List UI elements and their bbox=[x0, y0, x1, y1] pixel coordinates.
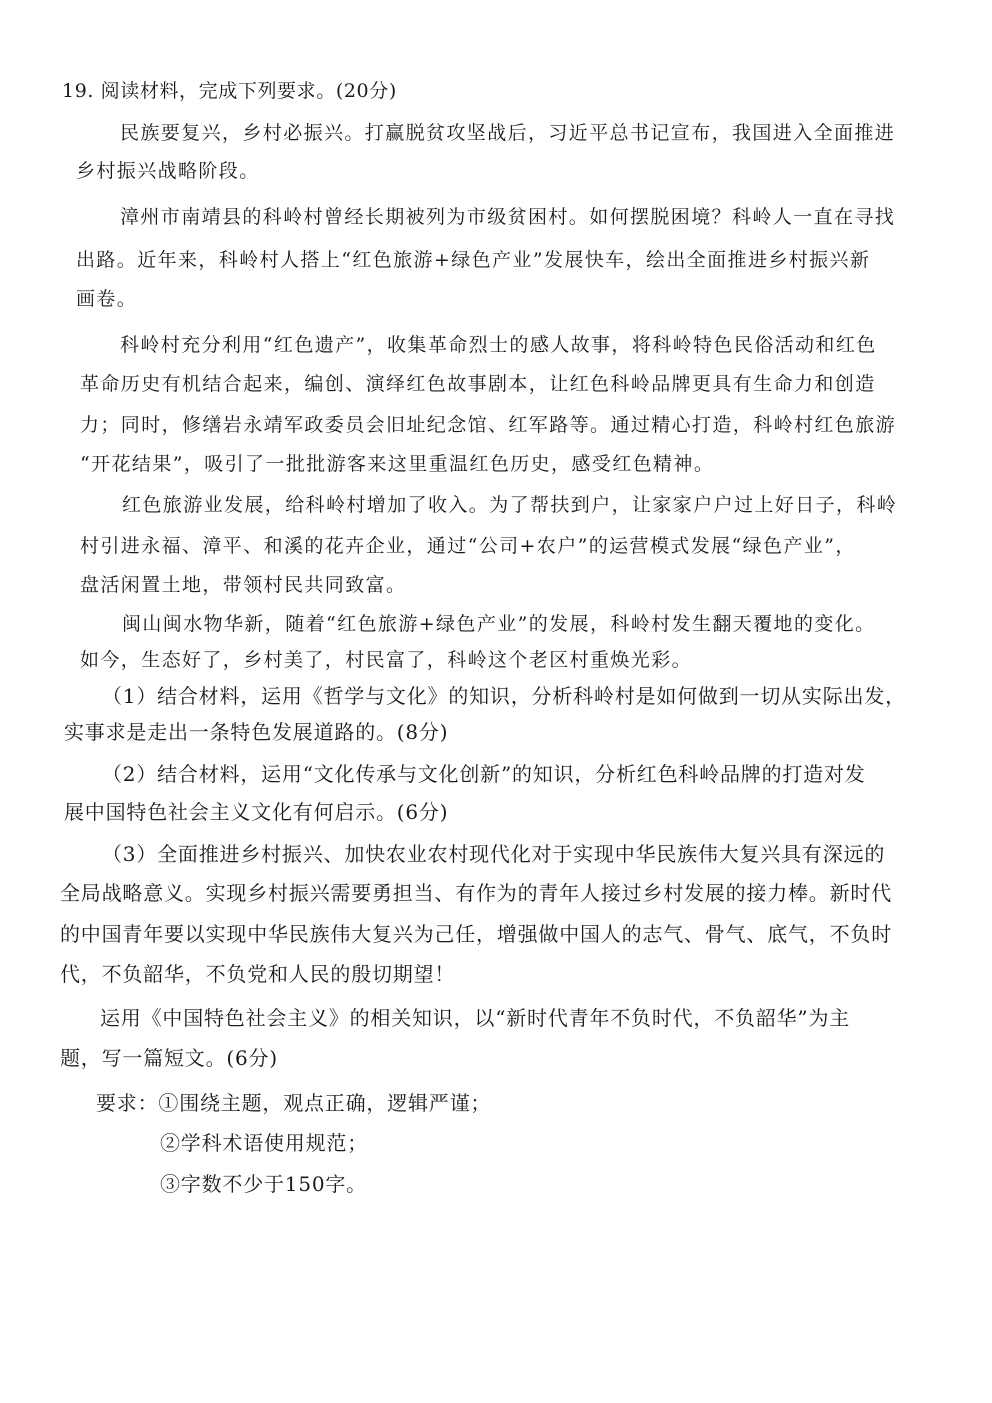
sub-question-line: （3）全面推进乡村振兴、加快农业农村现代化对于实现中华民族伟大复兴具有深远的 bbox=[102, 842, 886, 866]
sub-question-line: 运用《中国特色社会主义》的相关知识，以“新时代青年不负时代，不负韶华”为主 bbox=[100, 1006, 851, 1030]
material-line: 出路。近年来，科岭村人搭上“红色旅游+绿色产业”发展快车，绘出全面推进乡村振兴新 bbox=[76, 249, 871, 271]
material-line: 盘活闲置土地，带领村民共同致富。 bbox=[80, 574, 407, 596]
material-line: 闽山闽水物华新，随着“红色旅游+绿色产业”的发展，科岭村发生翻天覆地的变化。 bbox=[122, 613, 876, 635]
requirement-line: 要求：①围绕主题，观点正确，逻辑严谨； bbox=[96, 1091, 492, 1115]
material-line: 乡村振兴战略阶段。 bbox=[76, 160, 260, 182]
sub-question-line: （1）结合材料，运用《哲学与文化》的知识，分析科岭村是如何做到一切从实际出发， bbox=[102, 684, 906, 708]
sub-question-line: 展中国特色社会主义文化有何启示。(6分) bbox=[64, 800, 449, 824]
sub-question-line: 的中国青年要以实现中华民族伟大复兴为己任，增强做中国人的志气、骨气、底气，不负时 bbox=[60, 922, 892, 946]
sub-question-line: （2）结合材料，运用“文化传承与文化创新”的知识，分析红色科岭品牌的打造对发 bbox=[102, 762, 866, 786]
requirement-line: ②学科术语使用规范； bbox=[160, 1131, 368, 1155]
material-line: “开花结果”，吸引了一批批游客来这里重温红色历史，感受红色精神。 bbox=[80, 453, 715, 475]
sub-question-line: 实事求是走出一条特色发展道路的。(8分) bbox=[64, 720, 449, 744]
material-line: 科岭村充分利用“红色遗产”，收集革命烈士的感人故事，将科岭特色民俗活动和红色 bbox=[120, 334, 877, 356]
material-line: 力；同时，修缮岩永靖军政委员会旧址纪念馆、红军路等。通过精心打造，科岭村红色旅游 bbox=[80, 414, 897, 436]
requirement-line: ③字数不少于150字。 bbox=[160, 1172, 367, 1196]
material-line: 民族要复兴，乡村必振兴。打赢脱贫攻坚战后，习近平总书记宣布，我国进入全面推进 bbox=[120, 122, 896, 144]
sub-question-line: 全局战略意义。实现乡村振兴需要勇担当、有作为的青年人接过乡村发展的接力棒。新时代 bbox=[60, 881, 892, 905]
material-line: 画卷。 bbox=[76, 288, 138, 310]
sub-question-line: 代，不负韶华，不负党和人民的殷切期望！ bbox=[60, 962, 456, 986]
question-header: 19. 阅读材料，完成下列要求。(20分) bbox=[62, 80, 397, 102]
material-line: 如今，生态好了，乡村美了，村民富了，科岭这个老区村重焕光彩。 bbox=[80, 649, 693, 671]
material-line: 革命历史有机结合起来，编创、演绎红色故事剧本，让红色科岭品牌更具有生命力和创造 bbox=[80, 373, 876, 395]
material-line: 漳州市南靖县的科岭村曾经长期被列为市级贫困村。如何摆脱困境？科岭人一直在寻找 bbox=[120, 206, 896, 228]
material-line: 村引进永福、漳平、和溪的花卉企业，通过“公司+农户”的运营模式发展“绿色产业”， bbox=[80, 535, 856, 557]
sub-question-line: 题，写一篇短文。(6分) bbox=[60, 1046, 278, 1070]
material-line: 红色旅游业发展，给科岭村增加了收入。为了帮扶到户，让家家户户过上好日子，科岭 bbox=[122, 494, 898, 516]
